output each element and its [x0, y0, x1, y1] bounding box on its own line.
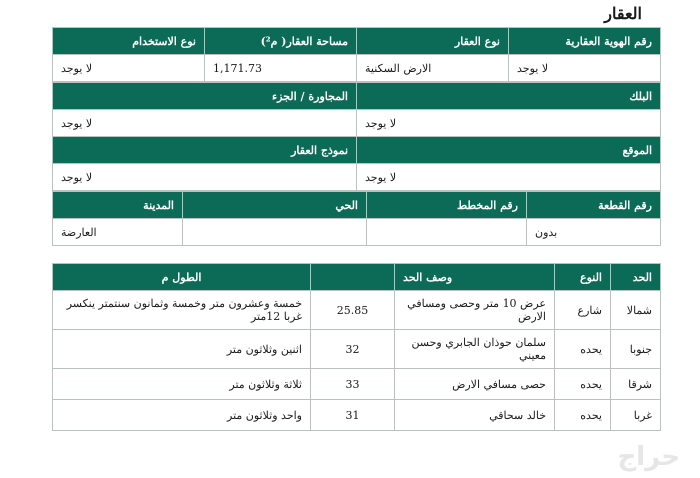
- boundary-length: 25.85: [311, 291, 395, 330]
- block-table: [52, 82, 661, 137]
- table-row: [53, 400, 661, 431]
- table-row: [53, 330, 661, 369]
- value-plan-number: [367, 219, 527, 246]
- header-length: الطول م: [53, 264, 311, 291]
- boundary-length-words: خمسة وعشرون متر وخمسة وثمانون سنتمتر ينكسر غربا 12متر: [53, 291, 311, 330]
- header-empty: [311, 264, 395, 291]
- header-property-type: نوع العقار: [357, 28, 509, 55]
- header-neighborhood-part: المجاورة / الجزء: [53, 83, 357, 110]
- boundary-description: حصى مسافي الارض: [395, 369, 555, 400]
- value-plot-number: بدون: [527, 219, 661, 246]
- boundary-side: جنوبا: [611, 330, 661, 369]
- header-usage-type: نوع الاستخدام: [53, 28, 205, 55]
- header-block: البلك: [357, 83, 661, 110]
- property-info-table: [52, 27, 661, 82]
- boundaries-table: [52, 263, 661, 431]
- header-property-model: نموذج العقار: [53, 137, 357, 164]
- section-title: العقار: [604, 4, 642, 23]
- boundary-side: شمالا: [611, 291, 661, 330]
- boundary-length-words: اثنين وثلاثون متر: [53, 330, 311, 369]
- header-property-id: رقم الهوية العقارية: [509, 28, 661, 55]
- boundary-length-words: ثلاثة وثلاثون متر: [53, 369, 311, 400]
- header-boundary-type: النوع: [555, 264, 611, 291]
- value-property-type: الارض السكنية: [357, 55, 509, 82]
- header-district: الحي: [183, 192, 367, 219]
- location-table: [52, 136, 661, 191]
- value-district: [183, 219, 367, 246]
- header-property-area: مساحة العقار( م²): [205, 28, 357, 55]
- table-row: [53, 291, 661, 330]
- boundary-side: غربا: [611, 400, 661, 431]
- header-plan-number: رقم المخطط: [367, 192, 527, 219]
- value-location: لا يوجد: [357, 164, 661, 191]
- value-block: لا يوجد: [357, 110, 661, 137]
- header-city: المدينة: [53, 192, 183, 219]
- value-city: العارضة: [53, 219, 183, 246]
- boundary-description: خالد سحاقي: [395, 400, 555, 431]
- boundary-description: سلمان حوذان الجابري وحسن معيني: [395, 330, 555, 369]
- boundary-length: 33: [311, 369, 395, 400]
- value-property-area: 1,171.73: [205, 55, 357, 82]
- table-row: [53, 369, 661, 400]
- watermark-logo: حراج: [617, 442, 680, 472]
- boundary-side: شرقا: [611, 369, 661, 400]
- boundary-length-words: واحد وثلاثون متر: [53, 400, 311, 431]
- value-property-model: لا يوجد: [53, 164, 357, 191]
- header-plot-number: رقم القطعة: [527, 192, 661, 219]
- header-boundary: الحد: [611, 264, 661, 291]
- header-boundary-description: وصف الحد: [395, 264, 555, 291]
- header-location: الموقع: [357, 137, 661, 164]
- boundary-type: شارع: [555, 291, 611, 330]
- boundary-type: يحده: [555, 400, 611, 431]
- value-neighborhood-part: لا يوجد: [53, 110, 357, 137]
- plot-table: [52, 191, 661, 246]
- boundary-length: 32: [311, 330, 395, 369]
- boundary-length: 31: [311, 400, 395, 431]
- value-usage-type: لا يوجد: [53, 55, 205, 82]
- value-property-id: لا يوجد: [509, 55, 661, 82]
- boundary-type: يحده: [555, 369, 611, 400]
- boundary-description: عرض 10 متر وحصى ومسافي الارض: [395, 291, 555, 330]
- boundary-type: يحده: [555, 330, 611, 369]
